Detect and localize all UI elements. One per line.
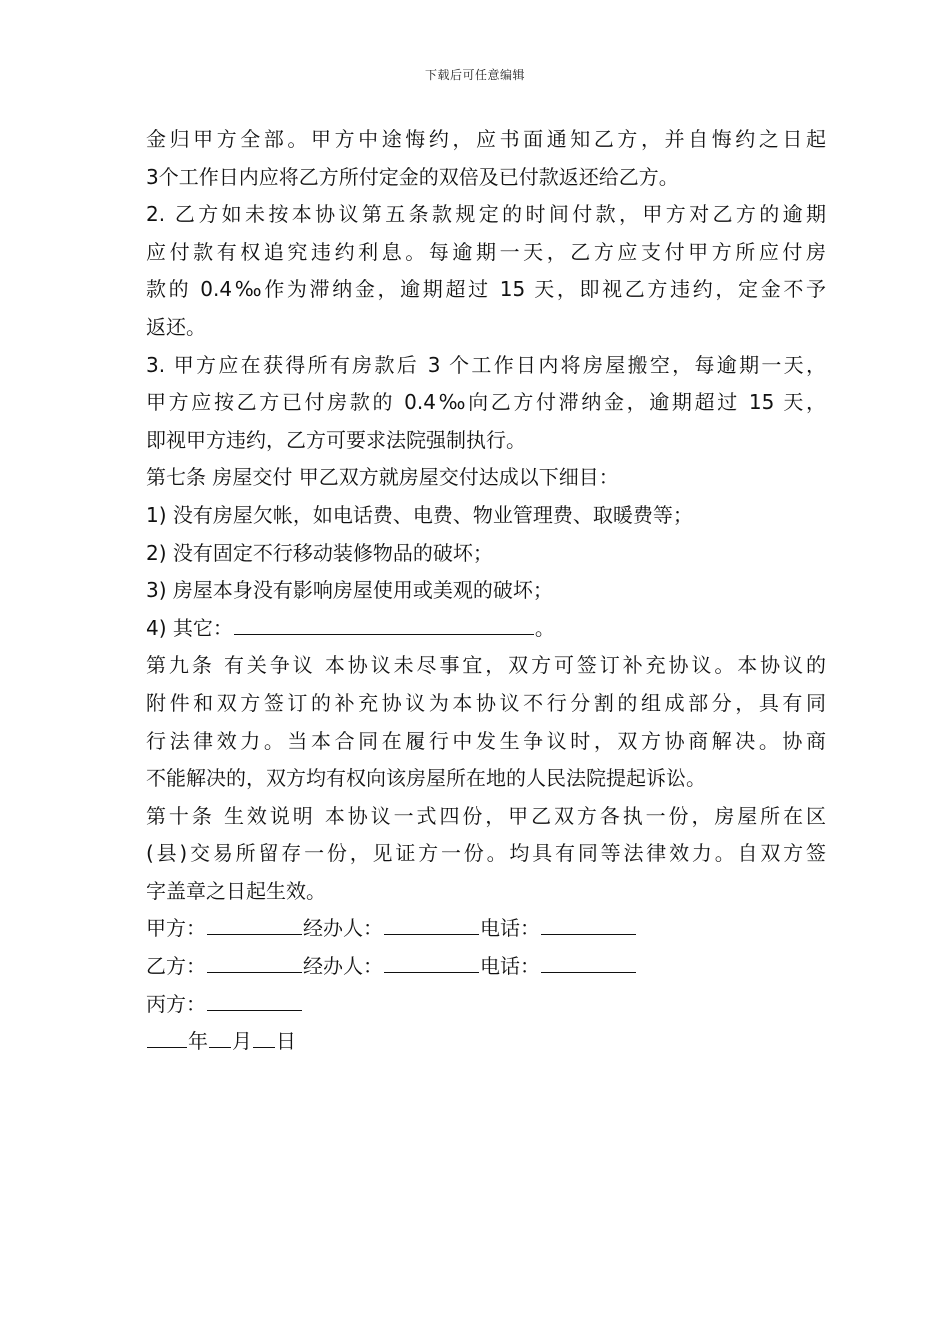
party-c-blank[interactable]	[207, 988, 302, 1011]
party-b-blank[interactable]	[207, 950, 302, 973]
paragraph-line: 附件和双方签订的补充协议为本协议不行分割的组成部分，具有同	[146, 690, 826, 715]
phone-label: 电话：	[480, 954, 540, 979]
party-b-phone-blank[interactable]	[541, 950, 636, 973]
paragraph-line: 3个工作日内应将乙方所付定金的双倍及已付款返还给乙方。	[146, 164, 679, 189]
day-label: 日	[276, 1029, 296, 1054]
paragraph-line: 2. 乙方如未按本协议第五条款规定的时间付款，甲方对乙方的逾期	[146, 202, 826, 227]
other-blank-field[interactable]	[234, 612, 534, 635]
section-heading-article-7: 第七条 房屋交付 甲乙双方就房屋交付达成以下细目：	[146, 465, 619, 490]
date-line	[146, 1023, 826, 1061]
year-blank[interactable]	[147, 1025, 187, 1048]
signature-line-party-b	[146, 948, 826, 986]
list-item-other	[146, 610, 826, 648]
phone-label: 电话：	[480, 916, 540, 941]
list-item: 1) 没有房屋欠帐，如电话费、电费、物业管理费、取暖费等；	[146, 502, 693, 527]
item4-end: 。	[534, 615, 555, 640]
document-body	[146, 121, 826, 1061]
party-a-blank[interactable]	[207, 912, 302, 935]
month-blank[interactable]	[209, 1025, 231, 1048]
party-b-agent-blank[interactable]	[384, 950, 479, 973]
list-item: 2) 没有固定不行移动装修物品的破坏；	[146, 540, 493, 565]
signature-line-party-c	[146, 986, 826, 1024]
party-a-agent-blank[interactable]	[384, 912, 479, 935]
list-item: 3) 房屋本身没有影响房屋使用或美观的破坏；	[146, 578, 553, 603]
party-c-label: 丙方：	[146, 991, 206, 1016]
paragraph-line: 3. 甲方应在获得所有房款后 3 个工作日内将房屋搬空，每逾期一天，	[146, 352, 826, 377]
party-a-phone-blank[interactable]	[541, 912, 636, 935]
paragraph-line: 应付款有权追究违约利息。每逾期一天，乙方应支付甲方所应付房	[146, 239, 826, 264]
paragraph-line: 款的 0.4‰作为滞纳金，逾期超过 15 天，即视乙方违约，定金不予	[146, 277, 826, 302]
paragraph-line: 第十条 生效说明 本协议一式四份，甲乙双方各执一份，房屋所在区	[146, 803, 826, 828]
party-a-label: 甲方：	[146, 916, 206, 941]
day-blank[interactable]	[253, 1025, 275, 1048]
paragraph-line: 即视甲方违约，乙方可要求法院强制执行。	[146, 427, 526, 452]
paragraph-line: 第九条 有关争议 本协议未尽事宜，双方可签订补充协议。本协议的	[146, 653, 826, 678]
signature-line-party-a	[146, 910, 826, 948]
paragraph-line: 金归甲方全部。甲方中途悔约，应书面通知乙方，并自悔约之日起	[146, 127, 826, 151]
paragraph-line: 甲方应按乙方已付房款的 0.4‰向乙方付滞纳金，逾期超过 15 天，	[146, 390, 826, 415]
paragraph-line: 行法律效力。当本合同在履行中发生争议时，双方协商解决。协商	[146, 728, 826, 753]
paragraph-line: (县)交易所留存一份，见证方一份。均具有同等法律效力。自双方签	[146, 841, 826, 866]
agent-label: 经办人：	[303, 916, 383, 941]
month-label: 月	[232, 1029, 252, 1054]
paragraph-line: 不能解决的，双方均有权向该房屋所在地的人民法院提起诉讼。	[146, 766, 706, 791]
item4-label: 4) 其它：	[146, 615, 233, 640]
agent-label: 经办人：	[303, 954, 383, 979]
paragraph-line: 字盖章之日起生效。	[146, 878, 326, 903]
year-label: 年	[188, 1029, 208, 1054]
page-header: 下载后可任意编辑	[424, 68, 525, 82]
paragraph-line: 返还。	[146, 314, 206, 339]
party-b-label: 乙方：	[146, 954, 206, 979]
